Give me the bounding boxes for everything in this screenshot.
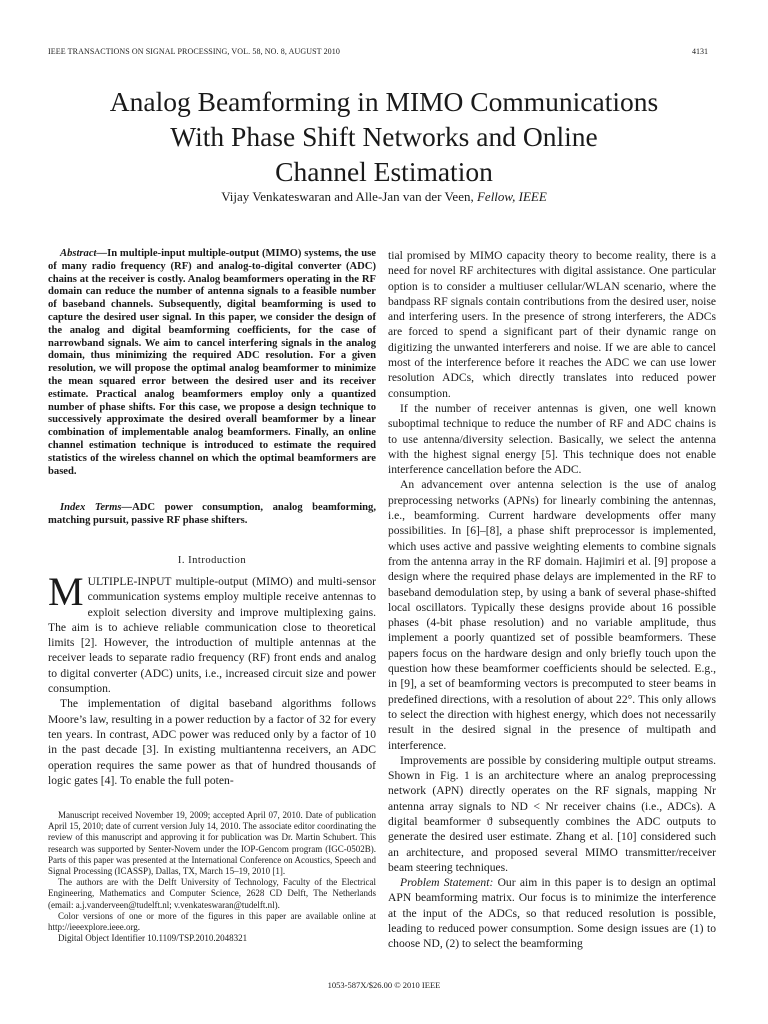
right-column-body (388, 248, 716, 952)
author-names: Vijay Venkateswaran and Alle-Jan van der Veen, (221, 189, 474, 204)
title-line-3: Channel Estimation (275, 156, 493, 187)
author-line (40, 189, 728, 205)
author-affiliation: Fellow, IEEE (476, 189, 547, 204)
abstract-label: Abstract— (60, 248, 108, 259)
right-paragraph-4: Improvements are possible by considering multiple output streams. Shown in Fig. 1 is an architecture where an analog preprocessing network (APN) directly operates on the RF signals, mapping Nr antenna array signals to ND < Nr receiver chains (i.e., ADCs). A digital beamformer ϑ subsequently combines the ADC outputs to generate the desired user estimate. Zhang et al. [10] considered such an architecture, and proposed several MIMO transmitter/receiver beam steering techniques. (388, 753, 716, 874)
footnote-doi: Digital Object Identifier 10.1109/TSP.2010.2048321 (58, 933, 248, 944)
index-terms-label: Index Terms— (60, 502, 133, 513)
abstract-text: In multiple-input multiple-output (MIMO) systems, the use of many radio frequency (RF) and analog-to-digital converter (ADC) chains at the receiver is costly. Analog beamformers operating in the RF domain can reduce the number of antenna signals to a feasible number of baseband channels. Subsequently, digital beamforming is used to capture the desired user signal. In this paper, we consider the design of the analog and digital beamforming coefficients, for the case of narrowband signals. We aim to cancel interfering signals in the analog domain, thus minimizing the required ADC resolution. For a given resolution, we will propose the optimal analog beamformer to minimize the mean squared error between the desired user and its receiver estimate. Practical analog beamformers employ only a quantized number of phase shifts. For this case, we propose a design technique to successively approximate the desired overall beamformer by a linear combination of implementable analog beamformers. Finally, an online channel estimation technique is introduced to estimate the required statistics of the wireless channel on which the optimal beamformers are based. (48, 248, 376, 477)
paper-title (40, 84, 728, 189)
intro-paragraph-1: ULTIPLE-INPUT multiple-output (MIMO) and multi-sensor communication systems employ multiple receive antennas to exploit selection diversity and improve multiplexing gains. The aim is to achieve reliable communication close to theoretical limits [2]. However, the introduction of multiple antennas at the receiver leads to separate radio frequency (RF) front ends and analog to digital converter (ADC) units, i.e., increased circuit size and power consumption. (48, 575, 376, 696)
abstract (48, 248, 376, 478)
copyright-footer: 1053-587X/$26.00 © 2010 IEEE (327, 980, 441, 990)
problem-statement-label: Problem Statement: (400, 876, 494, 890)
right-paragraph-1: tial promised by MIMO capacity theory to become reality, there is a need for novel RF architectures with digital assistance. One particular option is to consider a multiuser cellular/WLAN scenario, where the bandpass RF signals contain contributions from the desired user, noise and interfering users. In the presence of strong interferers, the ADCs are forced to spend a significant part of their dynamic range on digitizing the unwanted interferers and noise. If we are able to cancel most of the interference before it reaches the ADC we can use lower resolution ADCs, which directly translates into reduced power consumption. (388, 249, 716, 400)
page-number: 4131 (692, 47, 708, 56)
right-paragraph-5 (388, 875, 716, 951)
right-paragraph-3: An advancement over antenna selection is the use of analog preprocessing networks (APNs) for linearly combining the antennas, i.e., beamforming. Current hardware developments offer many possibilities. In [6]–[8], a phase shift preprocessor is implemented, which uses active and passive weighting elements to combine signals from the antenna array in the RF domain. Hajimiri et al. [9] propose a design where the required phase delays are implemented in the RF to baseband demodulation step, by using a bank of several phase-shifted local oscillators. Typically these designs provide about 16 possible phases (4-bit phase resolution) and no variable amplitude, thus implement a poorly quantized set of possible beamformers. These papers focus on the hardware design and only briefly touch upon the question how these beamformer coefficients should be selected. E.g., in [9], a set of beamforming vectors is precomputed to steer beams in predefined directions, with a resolution of about 22°. This only allows to select the direction with highest energy, which does not necessarily result in the desired signal in the presence of multipath and interference. (388, 478, 716, 752)
footnote-color: Color versions of one or more of the figures in this paper are available online at http://ieeexplore.ieee.org. (48, 910, 376, 933)
section-heading: I. Introduction (177, 555, 247, 566)
index-terms (48, 502, 376, 528)
footnotes (48, 810, 376, 944)
title-line-2: With Phase Shift Networks and Online (170, 121, 598, 152)
footnote-authors: The authors are with the Delft University of Technology, Faculty of the Electrical Engineering, Mathematics and Computer Science, 2628 CD Delft, The Netherlands (email: a.j.vanderveen@tudelft.nl; v.venkateswaran@tudelft.nl). (48, 877, 376, 910)
title-line-1: Analog Beamforming in MIMO Communications (109, 86, 659, 117)
right-paragraph-2: If the number of receiver antennas is given, one well known suboptimal technique to reduce the number of RF and ADC chains is to use antenna/diversity selection. Basically, we select the antenna with the highest signal energy [5]. This technique does not enable interference cancellation before the ADC. (388, 401, 716, 477)
problem-statement-text: Our aim in this paper is to design an optimal APN beamforming matrix. Our focus is to minimize the interference at the input of the ADCs, so that reduced resolution is possible, leading to reduced power consumption. Some design issues are (1) to choose ND, (2) to select the beamforming (388, 876, 716, 951)
footnote-manuscript: Manuscript received November 19, 2009; accepted April 07, 2010. Date of publication April 15, 2010; date of current version July 14, 2010. The associate editor coordinating the review of this manuscript and approving it for publication was Dr. Martin Schubert. This research was supported by Senter-Novem under the IOP-Gencom program (IGC-0502B). Parts of this paper was presented at the International Conference on Acoustics, Speech and Signal Processing (ICASSP), Dallas, TX, March 15–19, 2010 [1]. (48, 810, 376, 877)
index-terms-text: ADC power consumption, analog beamforming, matching pursuit, passive RF phase shifters. (48, 502, 376, 526)
intro-paragraph-2: The implementation of digital baseband algorithms follows Moore’s law, resulting in a power reduction by a factor of 32 for every ten years. In contrast, ADC power was reduced only by a factor of 10 in the past decade [3]. In existing multiantenna receivers, an ADC operation requires the same power as that of hundred thousands of logic gates [4]. To enable the full poten- (48, 697, 376, 787)
journal-header: IEEE TRANSACTIONS ON SIGNAL PROCESSING, VOL. 58, NO. 8, AUGUST 2010 (48, 47, 340, 56)
introduction-body (48, 569, 376, 788)
dropcap-letter: M (48, 569, 84, 614)
